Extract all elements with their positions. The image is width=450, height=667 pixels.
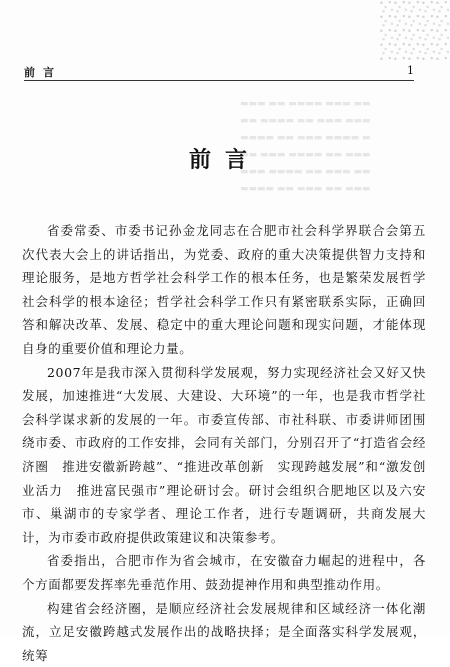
chapter-title: 前言 [0,143,450,174]
header-page-number: 1 [407,64,414,77]
paragraph: 2007年是我市深入贯彻科学发展观，努力实现经济社会又好又快发展，加速推进“大发展、大建设、大环境”的一年，也是我市哲学社会科学谋求新的发展的一年。市委宣传部、市社科联、市委讲师团围绕市委、市政府的工作安排，会同有关部门，分别召开了“打造省会经济圈 推进安徽新跨越”、“推进改革创新 实现跨越发展”和“激发创业活力 推进富民强市”理论研讨会。研讨会组织合肥地区以及六安市、巢湖市的专家学者、理论工作者，进行专题调研，共商发展大计，为市委市政府提供政策建议和决策参考。 [22,361,426,550]
paragraph: 省委常委、市委书记孙金龙同志在合肥市社会科学界联合会第五次代表大会上的讲话指出，为党委、政府的重大决策提供智力支持和理论服务，是地方哲学社会科学工作的根本任务，也是繁荣发展哲学社会科学的根本途径；哲学社会科学工作只有紧密联系实际，正确回答和解决改革、发展、稳定中的重大理论问题和现实问题，才能体现自身的重要价值和理论力量。 [22,219,426,361]
paragraph: 省委指出，合肥市作为省会城市，在安徽奋力崛起的进程中，各个方面都要发挥率先垂范作用、鼓劲提神作用和典型推动作用。 [22,549,426,596]
paragraph: 构建省会经济圈，是顺应经济社会发展规律和区域经济一体化潮流，立足安徽跨越式发展作出的战略抉择；是全面落实科学发展观，统筹 [22,597,426,667]
header-rule [24,80,414,81]
show-through-texture: ▬▬▬ ▬▬ ▬▬▬▬ ▬▬▬ ▬▬ ▬▬ ▬▬▬▬ ▬▬ ▬▬▬ ▬▬▬ ▬▬▬▬ ▬▬ ▬▬▬ ▬▬▬▬ ▬ ▬▬ ▬▬▬ ▬▬▬▬ ▬▬ ▬▬▬ ▬▬▬ ▬▬▬▬ ▬▬ ▬▬▬ ▬▬ ▬▬▬▬ ▬▬ ▬▬▬ ▬▬ ▬▬▬ [240,96,420,198]
running-header [24,62,414,82]
body-text [22,219,426,667]
header-section-title: 前言 [24,64,62,80]
scan-speckle [380,0,450,60]
